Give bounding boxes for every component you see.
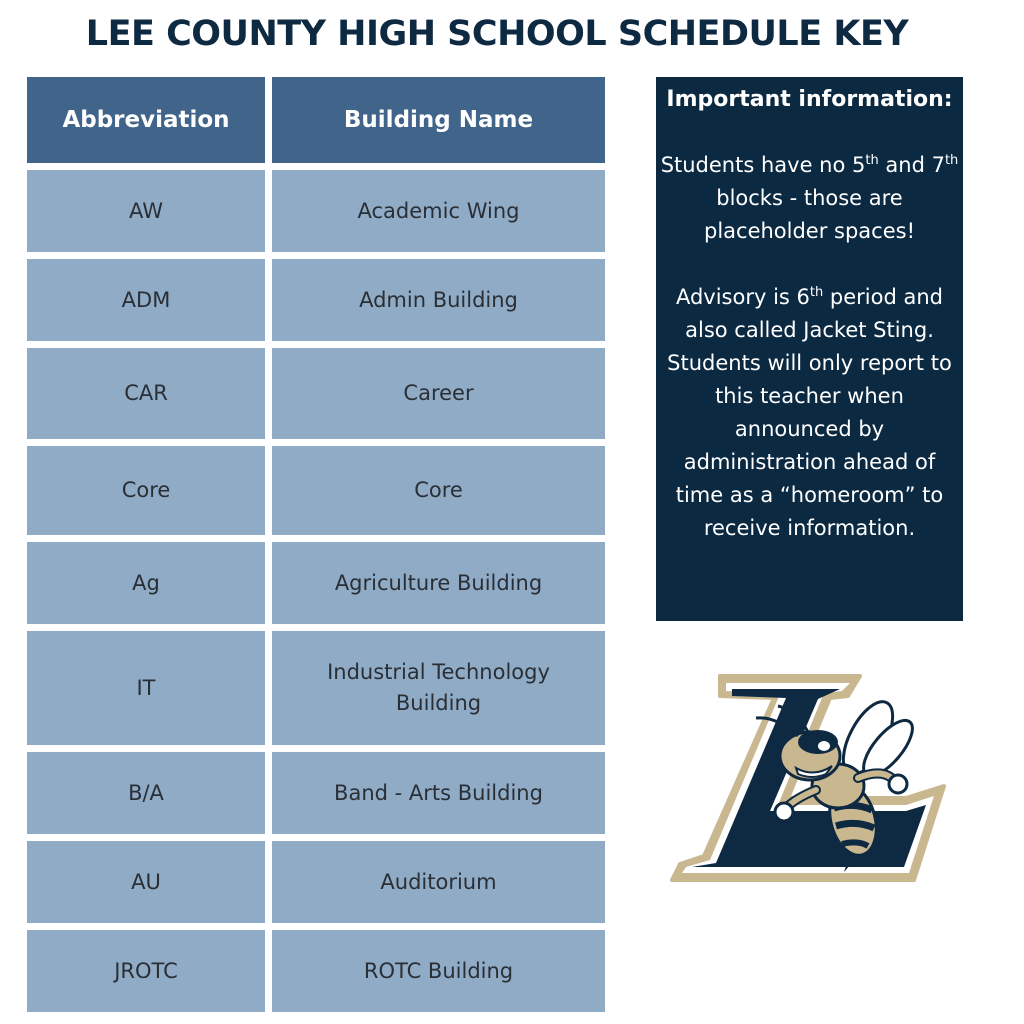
cell-abbreviation-car: CAR [27, 348, 265, 439]
cell-building-auditorium: Auditorium [272, 841, 605, 923]
cell-abbreviation-ba: B/A [27, 752, 265, 834]
cell-abbreviation-ag: Ag [27, 542, 265, 624]
cell-abbreviation-au: AU [27, 841, 265, 923]
important-info-panel [656, 77, 963, 621]
header-building-name: Building Name [272, 77, 605, 163]
cell-building-rotc: ROTC Building [272, 930, 605, 1012]
cell-building-agriculture: Agriculture Building [272, 542, 605, 624]
cell-building-academic-wing: Academic Wing [272, 170, 605, 252]
info-paragraph-advisory: Advisory is 6th period and also called Jacket Sting. Students will only report to this teacher when announced by administration ahead of time as a “homeroom” to receive information. [667, 285, 952, 540]
cell-abbreviation-jrotc: JROTC [27, 930, 265, 1012]
cell-abbreviation-core: Core [27, 446, 265, 535]
info-heading: Important information: [666, 87, 953, 112]
cell-building-career: Career [272, 348, 605, 439]
yellow-jacket-logo-icon [668, 668, 950, 890]
cell-building-admin: Admin Building [272, 259, 605, 341]
cell-building-band-arts: Band - Arts Building [272, 752, 605, 834]
cell-building-core: Core [272, 446, 605, 535]
info-paragraph-blocks: Students have no 5th and 7th blocks - those are placeholder spaces! [660, 153, 959, 243]
header-abbreviation: Abbreviation [27, 77, 265, 163]
cell-abbreviation-aw: AW [27, 170, 265, 252]
cell-abbreviation-it: IT [27, 631, 265, 745]
page-title: LEE COUNTY HIGH SCHOOL SCHEDULE KEY [85, 14, 909, 54]
cell-abbreviation-adm: ADM [27, 259, 265, 341]
cell-building-industrial-technology: Industrial Technology Building [272, 631, 605, 745]
